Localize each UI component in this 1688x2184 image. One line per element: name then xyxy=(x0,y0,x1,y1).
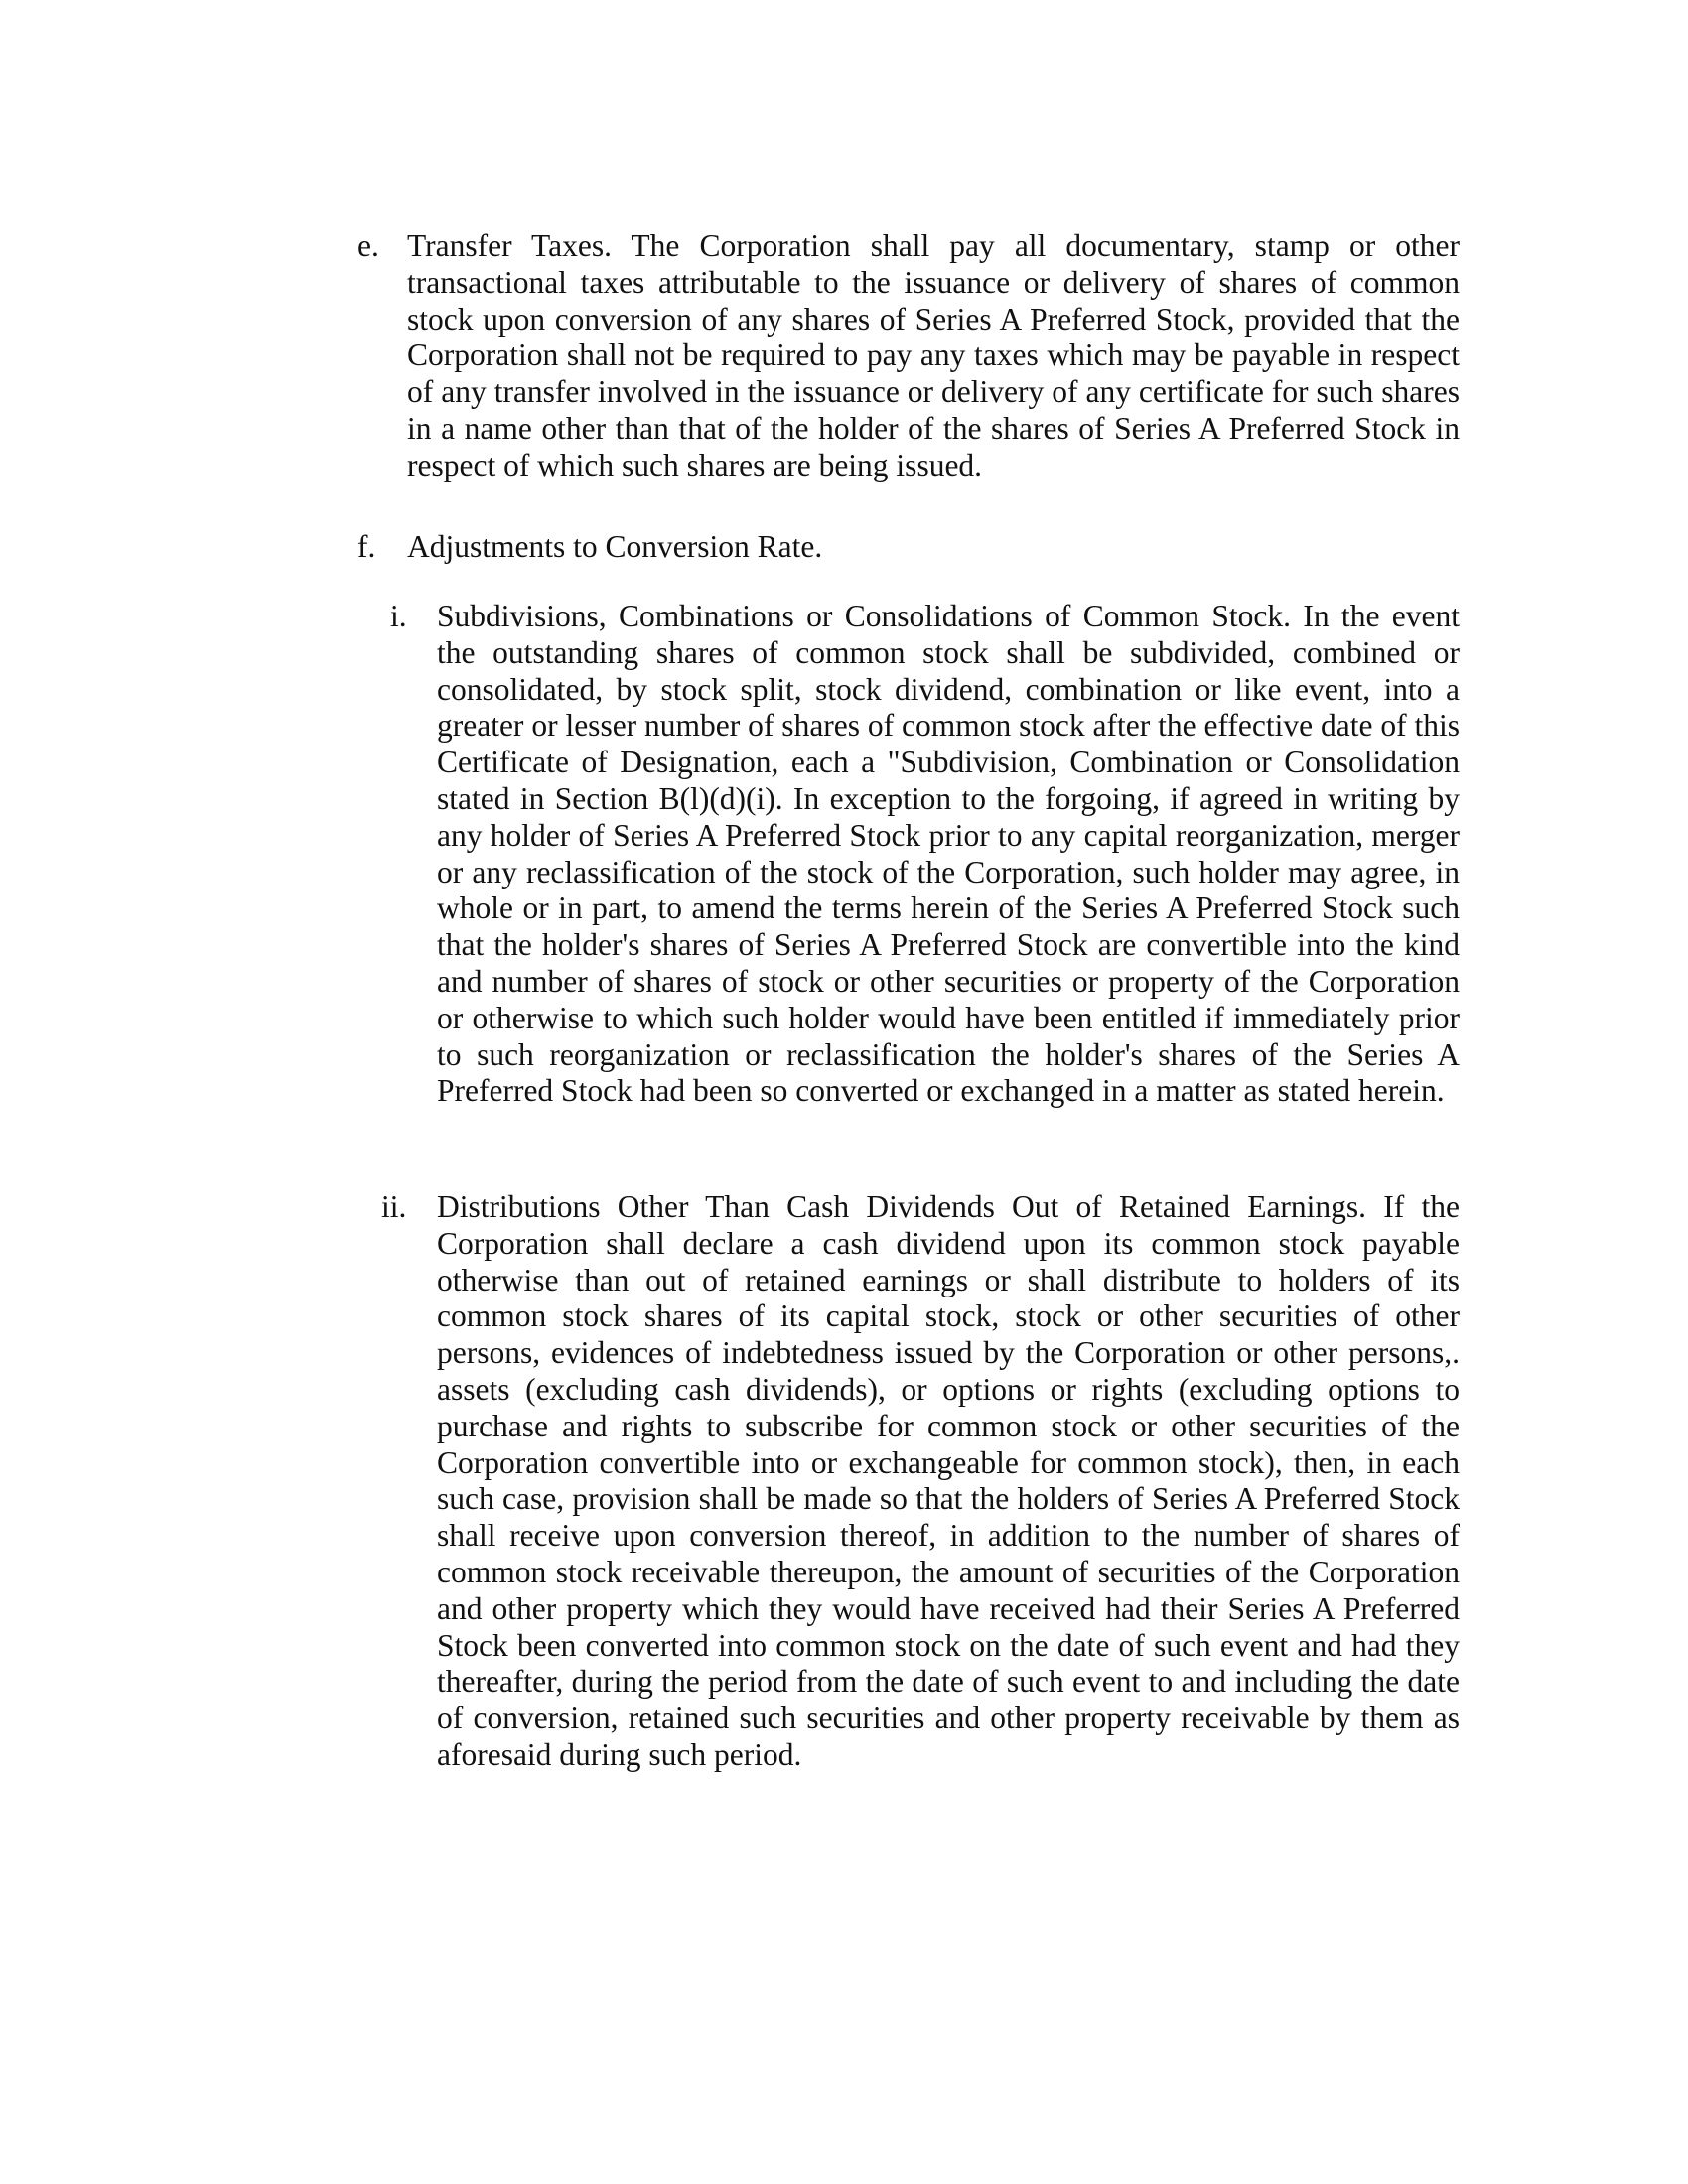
section-e-text: Transfer Taxes. The Corporation shall pay all documentary, stamp or other transactional taxes attributable to the issuance or delivery of shares of common stock upon conversion of any shares of Series A Preferred Stock, provided that the Corporation shall not be required to pay any taxes which may be payable in respect of any transfer involved in the issuance or delivery of any certificate for such shares in a name other than that of the holder of the shares of Series A Preferred Stock in respect of which such shares are being issued. xyxy=(407,228,1460,482)
subsection-ii-label: ii. xyxy=(381,1189,407,1224)
subsection-i-text: Subdivisions, Combinations or Consolidations of Common Stock. In the event the outstanding shares of common stock shall be subdivided, combined or consolidated, by stock split, stock dividend, combination or like event, into a greater or lesser number of shares of common stock after the effective date of this Certificate of Designation, each a "Subdivision, Combination or Consolidation stated in Section B(l)(d)(i). In exception to the forgoing, if agreed in writing by any holder of Series A Preferred Stock prior to any capital reorganization, merger or any reclassification of the stock of the Corporation, such holder may agree, in whole or in part, to amend the terms herein of the Series A Preferred Stock such that the holder's shares of Series A Preferred Stock are convertible into the kind and number of shares of stock or other securities or property of the Corporation or otherwise to which such holder would have been entitled if immediately prior to such reorganization or reclassification the holder's shares of the Series A Preferred Stock had been so converted or exchanged in a matter as stated herein. xyxy=(437,599,1460,1109)
section-e xyxy=(357,228,1460,484)
subsection-i-label: i. xyxy=(390,599,407,633)
section-f-heading: Adjustments to Conversion Rate. xyxy=(407,529,823,564)
subsection-ii xyxy=(377,1189,1460,1774)
section-f-label: f. xyxy=(357,529,376,564)
subsection-i xyxy=(377,599,1460,1110)
subsection-ii-text: Distributions Other Than Cash Dividends Out of Retained Earnings. If the Corporation shall declare a cash dividend upon its common stock payable otherwise than out of retained earnings or shall distribute to holders of its common stock shares of its capital stock, stock or other securities of other persons, evidences of indebtedness issued by the Corporation or other persons,. assets (excluding cash dividends), or options or rights (excluding options to purchase and rights to subscribe for common stock or other securities of the Corporation convertible into or exchangeable for common stock), then, in each such case, provision shall be made so that the holders of Series A Preferred Stock shall receive upon conversion thereof, in addition to the number of shares of common stock receivable thereupon, the amount of securities of the Corporation and other property which they would have received had their Series A Preferred Stock been converted into common stock on the date of such event and had they thereafter, during the period from the date of such event to and including the date of conversion, retained such securities and other property receivable by them as aforesaid during such period. xyxy=(437,1189,1460,1772)
section-f xyxy=(357,529,1460,566)
section-e-label: e. xyxy=(357,228,379,263)
